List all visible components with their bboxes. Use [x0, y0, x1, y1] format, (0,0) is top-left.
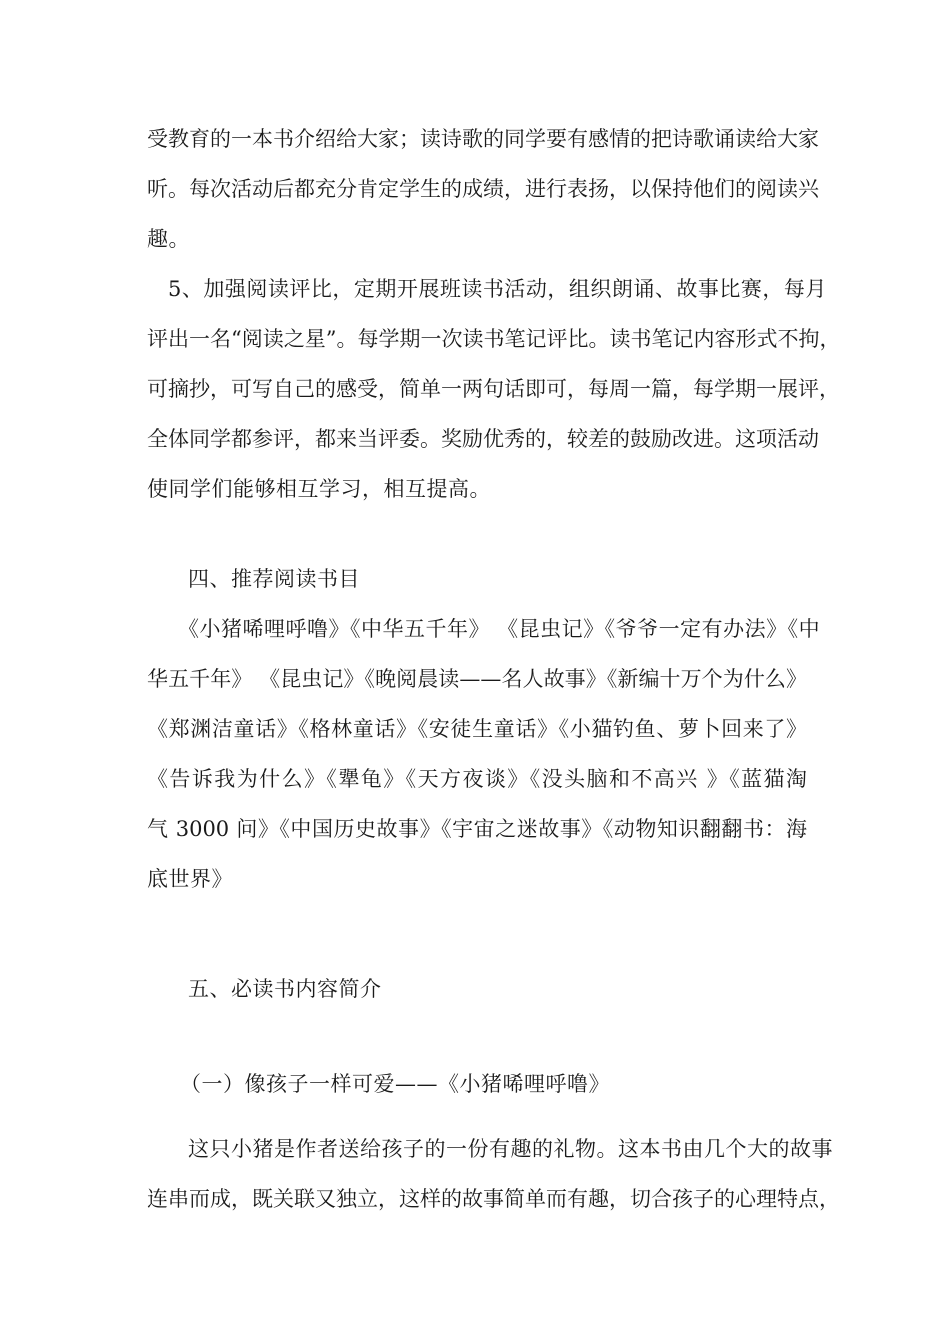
booklist-line: 底世界》 [147, 867, 233, 891]
text-line: 趣。 [147, 227, 190, 251]
text-line: 这只小猪是作者送给孩子的一份有趣的礼物。这本书由几个大的故事 [188, 1137, 833, 1161]
booklist-line: 《告诉我为什么》《犟龟》《天方夜谈》《没头脑和不高兴 》《蓝猫淘 [147, 767, 807, 791]
text-line: 全体同学都参评，都来当评委。奖励优秀的，较差的鼓励改进。这项活动 [147, 427, 819, 451]
subsection-heading: （一）像孩子一样可爱——《小猪唏哩呼噜》 [180, 1072, 610, 1096]
booklist-line: 华五千年》 《昆虫记》《晚阅晨读——名人故事》《新编十万个为什么》 [147, 667, 807, 691]
booklist-line: 气 3000 问》《中国历史故事》《宇宙之迷故事》《动物知识翻翻书：海 [147, 817, 807, 841]
text-line: 可摘抄，可写自己的感受，简单一两句话即可，每周一篇，每学期一展评， [147, 377, 840, 401]
text-line: 听。每次活动后都充分肯定学生的成绩，进行表扬，以保持他们的阅读兴 [147, 177, 819, 201]
section-heading: 四、推荐阅读书目 [188, 567, 360, 591]
text-line: 评出一名“阅读之星”。每学期一次读书笔记评比。读书笔记内容形式不拘， [147, 327, 841, 351]
booklist-line: 《郑渊洁童话》《格林童话》《安徒生童话》《小猫钓鱼、萝卜回来了》 [147, 717, 807, 741]
text-line: 使同学们能够相互学习，相互提高。 [147, 477, 491, 501]
text-line: 受教育的一本书介绍给大家；读诗歌的同学要有感情的把诗歌诵读给大家 [147, 127, 819, 151]
section-heading: 五、必读书内容简介 [188, 977, 382, 1001]
text-line: 连串而成，既关联又独立，这样的故事简单而有趣，切合孩子的心理特点， [147, 1187, 840, 1211]
text-line: 5、加强阅读评比，定期开展班读书活动，组织朗诵、故事比赛，每月 [168, 277, 827, 301]
booklist-line: 《小猪唏哩呼噜》《中华五千年》 《昆虫记》《爷爷一定有办法》《中 [178, 617, 821, 641]
